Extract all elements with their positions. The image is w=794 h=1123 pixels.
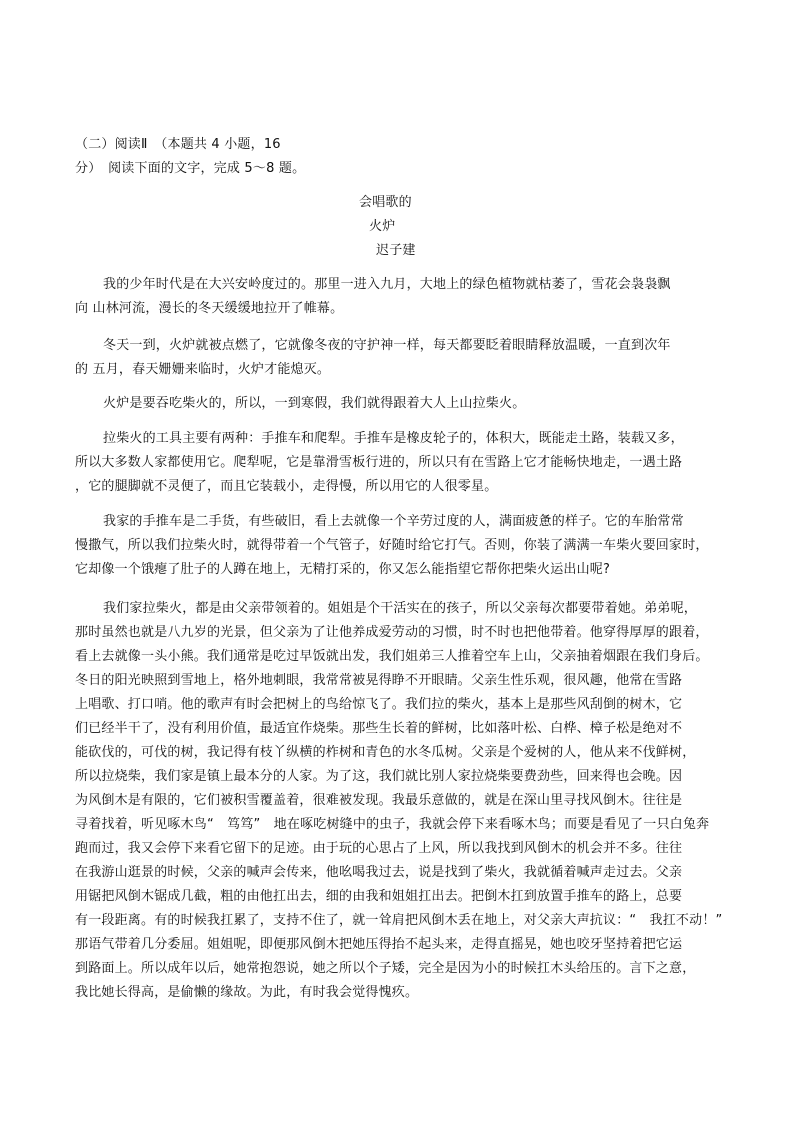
paragraph-6-line-16: 到路面上。所以成年以后，她常抱怨说，她之所以个子矮，完全是因为小的时候扛木头给压的。言下之意，: [75, 961, 696, 976]
article-title-part-2: 火炉: [369, 219, 396, 234]
article-author: 迟子建: [376, 243, 416, 258]
paragraph-6-line-10: 寻着找着，听见啄木鸟“ 笃笃” 地在啄吃树缝中的虫子，我就会停下来看啄木鸟；而要是看见了一只白兔奔: [75, 817, 710, 832]
paragraph-6-line-4: 冬日的阳光映照到雪地上，格外地刺眼，我常常被晃得睁不开眼睛。父亲生性乐观，很风趣，他常在雪路: [75, 673, 683, 688]
paragraph-6-line-14: 有一段距离。有的时候我扛累了，支持不住了，就一耸肩把风倒木丢在地上，对父亲大声抗议：“ 我扛不动！”: [75, 913, 723, 928]
paragraph-6-line-6: 们已经半干了，没有利用价值，最适宜作烧柴。那些生长着的鲜树，比如落叶松、白桦、樟子松是绝对不: [75, 721, 683, 736]
paragraph-3-line-1: 火炉是要吞吃柴火的，所以，一到寒假，我们就得跟着大人上山拉柴火。: [103, 396, 526, 411]
paragraph-6-line-11: 跑而过，我又会停下来看它留下的足迹。由于玩的心思占了上风，所以我找到风倒木的机会并不多。往往: [75, 841, 683, 856]
section-heading-line-2: 分） 阅读下面的文字，完成 5～8 题。: [75, 161, 306, 176]
section-heading-line-1: （二）阅读Ⅱ （本题共 4 小题，16: [75, 137, 281, 152]
paragraph-6-line-13: 用锯把风倒木锯成几截，粗的由他扛出去，细的由我和姐姐扛出去。把倒木扛到放置手推车的路上，总要: [75, 889, 683, 904]
paragraph-5-line-3: 它却像一个饿瘪了肚子的人蹲在地上，无精打采的，你又怎么能指望它帮你把柴火运出山呢?: [75, 562, 611, 577]
paragraph-1-line-2: 向 山林河流，漫长的冬天缓缓地拉开了帷幕。: [75, 301, 344, 316]
paragraph-6-line-8: 所以拉烧柴，我们家是镇上最本分的人家。为了这，我们就比别人家拉烧柴要费劲些，回来得也会晚。因: [75, 769, 683, 784]
paragraph-5-line-1: 我家的手推车是二手货，有些破旧，看上去就像一个辛劳过度的人，满面疲惫的样子。它的车胎常常: [103, 514, 684, 529]
paragraph-6-line-1: 我们家拉柴火，都是由父亲带领着的。姐姐是个干活实在的孩子，所以父亲每次都要带着她。弟弟呢，: [103, 601, 698, 616]
paragraph-6-line-3: 看上去就像一头小熊。我们通常是吃过早饭就出发，我们姐弟三人推着空车上山，父亲抽着烟跟在我们身后。: [75, 649, 709, 664]
paragraph-4-line-1: 拉柴火的工具主要有两种：手推车和爬犁。手推车是橡皮轮子的，体积大，既能走土路，装载又多，: [103, 431, 684, 446]
paragraph-6-line-17: 我比她长得高，是偷懒的缘故。为此，有时我会觉得愧疚。: [75, 985, 419, 1000]
paragraph-4-line-3: ，它的腿脚就不灵便了，而且它装载小，走得慢，所以用它的人很零星。: [75, 479, 498, 494]
article-title-part-1: 会唱歌的: [359, 195, 412, 210]
paragraph-6-line-9: 为风倒木是有限的，它们被积雪覆盖着，很难被发现。我最乐意做的，就是在深山里寻找风倒木。往往是: [75, 793, 683, 808]
paragraph-1-line-1: 我的少年时代是在大兴安岭度过的。那里一进入九月，大地上的绿色植物就枯萎了，雪花会袅袅飘: [103, 277, 671, 292]
paragraph-6-line-7: 能砍伐的，可伐的树，我记得有枝丫纵横的柞树和青色的水冬瓜树。父亲是个爱树的人，他从来不伐鲜树，: [75, 745, 696, 760]
paragraph-6-line-5: 上唱歌、打口哨。他的歌声有时会把树上的鸟给惊飞了。我们拉的柴火，基本上是那些风刮倒的树木，它: [75, 697, 683, 712]
paragraph-6-line-2: 那时虽然也就是八九岁的光景，但父亲为了让他养成爱劳动的习惯，时不时也把他带着。他穿得厚厚的跟着，: [75, 625, 709, 640]
paragraph-4-line-2: 所以大多数人家都使用它。爬犁呢，它是靠滑雪板行进的，所以只有在雪路上它才能畅快地走，一遇土路: [75, 455, 683, 470]
paragraph-6-line-12: 在我游山逛景的时候，父亲的喊声会传来，他吆喝我过去，说是找到了柴火，我就循着喊声走过去。父亲: [75, 865, 683, 880]
paragraph-5-line-2: 慢撒气，所以我们拉柴火时，就得带着一个气管子，好随时给它打气。否则，你装了满满一车柴火要回家时，: [75, 538, 709, 553]
paragraph-6-line-15: 那语气带着几分委屈。姐姐呢，即便那风倒木把她压得抬不起头来，走得直摇晃，她也咬牙坚持着把它运: [75, 937, 683, 952]
paragraph-2-line-1: 冬天一到，火炉就被点燃了，它就像冬夜的守护神一样，每天都要眨着眼睛释放温暖，一直到次年: [103, 338, 671, 353]
paragraph-2-line-2: 的 五月，春天姗姗来临时，火炉才能熄灭。: [75, 362, 331, 377]
